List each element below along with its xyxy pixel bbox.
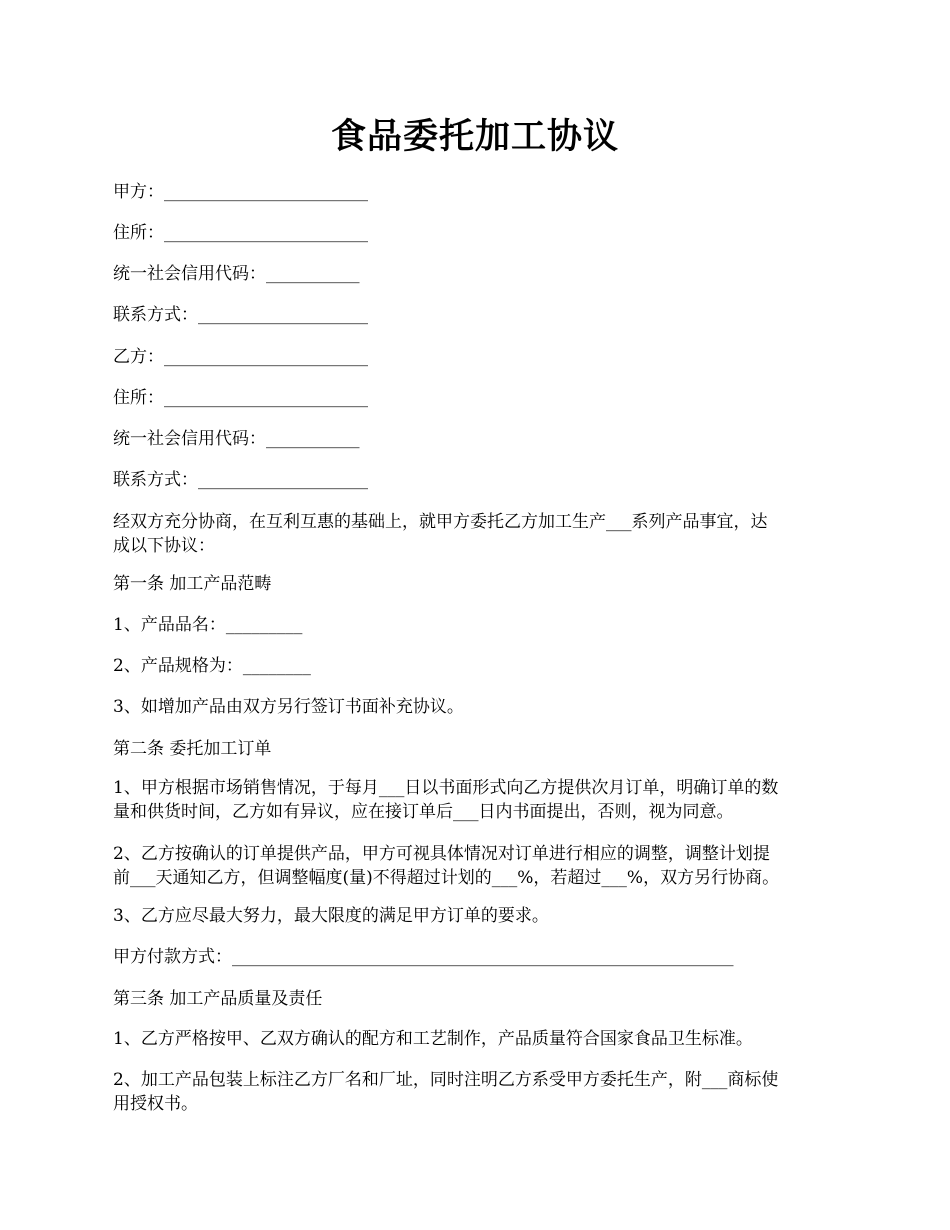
article-3-heading: 第三条 加工产品质量及责任: [113, 989, 323, 1009]
paragraph-line: 1、甲方根据市场销售情况，于每月___日以书面形式向乙方提供次月订单，明确订单的数: [113, 778, 779, 798]
document-title: 食品委托加工协议: [330, 116, 619, 157]
party-a-name: 甲方：________________________: [113, 182, 368, 202]
party-b-name: 乙方：________________________: [113, 347, 368, 367]
payment-method: 甲方付款方式：___________________________________________________________: [113, 947, 734, 967]
article-2-item-1: [113, 776, 843, 824]
article-3-item-1: 1、乙方严格按甲、乙双方确认的配方和工艺制作，产品质量符合国家食品卫生标准。: [113, 1029, 753, 1049]
party-b-contact: 联系方式：____________________: [113, 470, 368, 490]
article-1-item-2: 2、产品规格为：________: [113, 656, 311, 676]
article-1-item-3: 3、如增加产品由双方另行签订书面补充协议。: [113, 697, 464, 717]
article-1-item-1: 1、产品品名：_________: [113, 615, 303, 635]
preamble-line: 成以下协议：: [113, 536, 215, 556]
paragraph-line: 前___天通知乙方，但调整幅度(量)不得超过计划的___%，若超过___%，双方另行协商。: [113, 868, 780, 888]
article-2-heading: 第二条 委托加工订单: [113, 739, 272, 759]
party-a-credit-code: 统一社会信用代码：___________: [113, 264, 360, 284]
paragraph-line: 2、乙方按确认的订单提供产品，甲方可视具体情况对订单进行相应的调整，调整计划提: [113, 844, 770, 864]
party-a-address: 住所：________________________: [113, 223, 368, 243]
party-a-contact: 联系方式：____________________: [113, 305, 368, 325]
paragraph-line: 量和供货时间，乙方如有异议，应在接订单后___日内书面提出，否则，视为同意。: [113, 802, 734, 822]
paragraph-line: 用授权书。: [113, 1094, 198, 1114]
party-b-address: 住所：________________________: [113, 388, 368, 408]
preamble-line: 经双方充分协商，在互利互惠的基础上，就甲方委托乙方加工生产___系列产品事宜，达: [113, 512, 768, 532]
article-3-item-2: [113, 1068, 843, 1116]
paragraph-line: 2、加工产品包装上标注乙方厂名和厂址，同时注明乙方系受甲方委托生产，附___商标使: [113, 1070, 779, 1090]
article-2-item-3: 3、乙方应尽最大努力，最大限度的满足甲方订单的要求。: [113, 906, 549, 926]
article-2-item-2: [113, 842, 843, 890]
preamble-paragraph: [113, 510, 843, 558]
party-b-credit-code: 统一社会信用代码：___________: [113, 429, 360, 449]
article-1-heading: 第一条 加工产品范畴: [113, 574, 272, 594]
